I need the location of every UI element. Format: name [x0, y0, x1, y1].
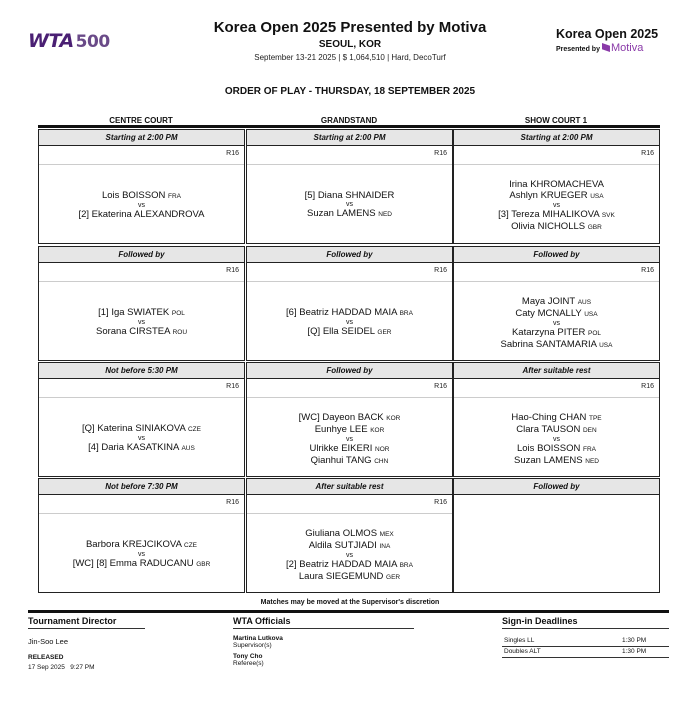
player-country: GBR [196, 561, 211, 568]
player-line [247, 308, 452, 320]
vs-label: vs [138, 435, 145, 442]
footer-rule [28, 610, 669, 613]
player-first-name: Eunhye [314, 423, 347, 435]
player-last-name: HADDAD MAIA [331, 306, 397, 318]
vs-label: vs [553, 320, 560, 327]
match-players [454, 297, 659, 351]
player-first-name: Katarzyna [511, 327, 555, 338]
director-name: Jin-Soo Lee [28, 637, 69, 646]
player-line [39, 210, 244, 221]
match-players [39, 540, 244, 571]
round-label: R16 [226, 499, 239, 506]
player-seed: [2] [78, 209, 90, 220]
player-last-name: SIEGEMUND [325, 570, 384, 582]
player-first-name: Beatriz [299, 306, 329, 318]
match-cell [453, 262, 660, 361]
player-last-name: SWIATEK [127, 306, 170, 318]
player-last-name: TANG [345, 454, 372, 466]
player-line [39, 308, 244, 320]
player-line [39, 540, 244, 552]
tournament-director-section [28, 616, 145, 671]
player-first-name: Caty [515, 307, 535, 319]
official-role: Supervisor(s) [233, 642, 272, 649]
player-country: GER [386, 573, 401, 581]
round-label: R16 [434, 267, 447, 274]
player-country: TPE [588, 415, 602, 422]
player-line [39, 424, 244, 436]
player-country: MEX [379, 531, 394, 538]
time-slot-bar: Followed by [453, 246, 660, 263]
vs-label: vs [138, 202, 145, 209]
player-country: FRA [583, 446, 596, 453]
player-first-name: Qianhui [310, 454, 344, 466]
signin-row: Doubles ALT 1:30 PM [504, 648, 647, 655]
round-label: R16 [641, 383, 654, 390]
wta-officials-section [233, 616, 414, 667]
signin-deadlines-section [502, 616, 669, 658]
round-label: R16 [226, 267, 239, 274]
round-divider [454, 164, 659, 165]
match-players [454, 413, 659, 467]
player-first-name: Sorana [95, 326, 127, 337]
court-name: CENTRE COURT [109, 116, 173, 125]
player-first-name: Emma [109, 558, 138, 569]
player-last-name: BOISSON [537, 443, 581, 454]
round-label: R16 [434, 150, 447, 157]
player-line [39, 327, 244, 339]
tournament-info: September 13-21 2025 | $ 1,064,510 | Hard, DecoTurf [254, 53, 446, 62]
match-cell [246, 378, 453, 477]
official-name: Tony Cho [233, 653, 263, 660]
round-divider [39, 513, 244, 514]
vs-label: vs [553, 436, 560, 443]
grid-top-rule [38, 125, 660, 128]
round-divider [247, 281, 452, 282]
vs-label: vs [138, 551, 145, 558]
round-divider [39, 281, 244, 282]
player-first-name: Ulrikke [309, 443, 339, 454]
player-seed: [WC] [8] [72, 558, 107, 569]
match-players [39, 191, 244, 221]
time-slot-bar: Starting at 2:00 PM [38, 129, 245, 146]
player-line [454, 309, 659, 321]
time-slot-bar: Starting at 2:00 PM [453, 129, 660, 146]
match-players [454, 180, 659, 233]
match-cell [38, 494, 245, 593]
player-first-name: Sabrina [500, 338, 534, 350]
time-slot-bar: Followed by [246, 362, 453, 379]
player-last-name: OLMOS [342, 528, 378, 539]
player-line [247, 191, 452, 202]
player-country: GBR [587, 223, 602, 231]
player-seed: [Q] [307, 326, 321, 337]
player-line [454, 340, 659, 352]
motiva-mark-icon [602, 43, 610, 52]
player-last-name: TAUSON [541, 423, 581, 435]
player-first-name: Olivia [511, 220, 535, 232]
korea-open-logo: Korea Open 2025 Presented by Motiva [556, 27, 659, 54]
player-last-name: CIRSTEA [129, 326, 170, 337]
order-of-play-title: ORDER OF PLAY - THURSDAY, 18 SEPTEMBER 2025 [224, 86, 476, 97]
tournament-city: SEOUL, KOR [318, 39, 382, 50]
player-last-name: RADUCANU [139, 558, 194, 569]
match-cell [38, 378, 245, 477]
player-first-name: Iga [111, 306, 125, 318]
player-last-name: SHNAIDER [345, 189, 395, 201]
match-players [247, 308, 452, 339]
director-heading: Tournament Director [28, 616, 117, 626]
vs-label: vs [346, 319, 353, 326]
player-first-name: Giuliana [305, 528, 341, 539]
player-first-name: Barbora [85, 538, 120, 550]
vs-label: vs [138, 319, 145, 326]
match-players [247, 529, 452, 583]
player-first-name: Diana [317, 189, 343, 201]
match-cell [38, 262, 245, 361]
player-country: AUS [577, 299, 592, 306]
player-country: CHN [374, 457, 389, 465]
player-last-name: LAMENS [336, 208, 376, 219]
player-last-name: SUTJIADI [334, 539, 377, 551]
player-line [247, 209, 452, 221]
vs-label: vs [346, 201, 353, 208]
match-cell [246, 145, 453, 244]
player-country: INA [379, 542, 391, 550]
player-last-name: SEIDEL [341, 326, 375, 337]
player-country: POL [588, 330, 602, 337]
player-first-name: Beatriz [299, 559, 329, 570]
player-line [247, 327, 452, 339]
round-divider [247, 513, 452, 514]
player-first-name: Lois [101, 189, 120, 201]
vs-label: vs [346, 436, 353, 443]
player-first-name: Suzan [513, 454, 541, 466]
match-cell [246, 494, 453, 593]
player-last-name: KRUEGER [540, 189, 588, 201]
player-seed: [5] [304, 189, 316, 201]
vs-label: vs [553, 202, 560, 209]
match-players [39, 424, 244, 455]
player-seed: [6] [286, 306, 297, 318]
player-line [39, 443, 244, 455]
player-line [454, 425, 659, 437]
round-label: R16 [641, 150, 654, 157]
player-first-name: Lois [516, 443, 535, 454]
player-country: NED [378, 211, 393, 218]
match-players [247, 191, 452, 221]
player-last-name: KHROMACHEVA [530, 179, 604, 190]
officials-heading: WTA Officials [233, 616, 291, 626]
player-first-name: Ashlyn [509, 189, 538, 201]
time-slot-bar: Followed by [246, 246, 453, 263]
player-seed: [Q] [82, 422, 95, 434]
round-label: R16 [434, 499, 447, 506]
player-first-name: Dayeon [322, 412, 356, 423]
player-last-name: BACK [357, 412, 384, 423]
match-cell [38, 145, 245, 244]
released-datetime: 17 Sep 2025 9:27 PM [28, 664, 95, 671]
player-country: DEN [582, 426, 597, 434]
player-first-name: Ekaterina [91, 209, 132, 220]
player-country: SVK [601, 212, 615, 219]
court-name: GRANDSTAND [320, 116, 378, 125]
time-slot-bar: After suitable rest [453, 362, 660, 379]
time-slot-bar: Followed by [38, 246, 245, 263]
disclaimer-note: Matches may be moved at the Supervisor's discretion [260, 599, 440, 606]
player-line [247, 572, 452, 584]
time-slot-bar: After suitable rest [246, 478, 453, 495]
player-line [39, 559, 244, 571]
match-cell [453, 145, 660, 244]
player-first-name: Aldila [308, 539, 332, 551]
player-country: CZE [187, 425, 201, 433]
player-last-name: BOISSON [122, 189, 166, 201]
match-cell [453, 494, 660, 593]
round-divider [39, 164, 244, 165]
official-role: Referee(s) [233, 660, 264, 667]
match-cell [246, 262, 453, 361]
player-line [454, 191, 659, 203]
tournament-title: Korea Open 2025 Presented by Motiva [213, 19, 487, 36]
player-line [247, 456, 452, 468]
player-first-name: Hao-Ching [511, 412, 557, 423]
match-players [247, 413, 452, 467]
player-country: GER [377, 329, 392, 336]
player-last-name: MCNALLY [537, 307, 582, 319]
player-last-name: JOINT [547, 296, 576, 307]
signin-heading: Sign-in Deadlines [502, 616, 578, 626]
player-first-name: Maya [521, 296, 546, 307]
player-last-name: NICHOLLS [537, 220, 586, 232]
player-seed: [3] [498, 209, 509, 220]
time-slot-bar: Followed by [453, 478, 660, 495]
player-country: AUS [181, 445, 195, 452]
match-players [39, 308, 244, 339]
player-country: FRA [168, 192, 181, 200]
round-divider [39, 397, 244, 398]
player-first-name: Tereza [511, 209, 540, 220]
player-country: KOR [386, 415, 401, 422]
player-line [39, 191, 244, 203]
round-label: R16 [641, 267, 654, 274]
player-last-name: ALEXANDROVA [133, 209, 205, 220]
player-last-name: EIKERI [341, 443, 373, 454]
player-last-name: KASATKINA [126, 442, 179, 453]
round-divider [454, 281, 659, 282]
player-first-name: Irina [509, 179, 528, 190]
player-last-name: SANTAMARIA [535, 338, 597, 350]
player-seed: [1] [98, 306, 109, 318]
player-seed: [4] [88, 442, 99, 453]
player-country: CZE [184, 541, 198, 549]
player-seed: [WC] [298, 412, 320, 423]
player-last-name: MIHALIKOVA [542, 209, 600, 220]
player-country: USA [584, 310, 598, 318]
player-country: ROU [172, 329, 188, 336]
released-label: RELEASED [28, 654, 64, 661]
time-slot-bar: Starting at 2:00 PM [246, 129, 453, 146]
player-country: USA [590, 192, 604, 200]
vs-label: vs [346, 552, 353, 559]
player-first-name: Laura [298, 570, 324, 582]
court-name: SHOW COURT 1 [524, 116, 588, 125]
player-first-name: Ella [322, 326, 339, 337]
player-country: USA [599, 341, 613, 349]
player-first-name: Suzan [306, 208, 334, 219]
player-last-name: KREJCIKOVA [122, 538, 182, 550]
player-last-name: PITER [557, 327, 586, 338]
round-divider [247, 164, 452, 165]
player-country: POL [171, 309, 185, 317]
player-line [247, 541, 452, 553]
player-last-name: LAMENS [543, 454, 583, 466]
round-label: R16 [434, 383, 447, 390]
player-first-name: Clara [516, 423, 539, 435]
player-line [454, 222, 659, 234]
player-first-name: Katerina [97, 422, 133, 434]
round-divider [247, 397, 452, 398]
time-slot-bar: Not before 5:30 PM [38, 362, 245, 379]
player-seed: [2] [286, 559, 297, 570]
player-first-name: Daria [101, 442, 125, 453]
time-slot-bar: Not before 7:30 PM [38, 478, 245, 495]
player-country: BRA [399, 562, 413, 569]
player-line [454, 456, 659, 468]
player-last-name: CHAN [559, 412, 587, 423]
round-label: R16 [226, 150, 239, 157]
player-last-name: SINIAKOVA [135, 422, 186, 434]
player-country: BRA [399, 309, 413, 317]
official-name: Martina Lutkova [233, 635, 283, 642]
player-line [247, 425, 452, 437]
signin-row: Singles LL 1:30 PM [504, 637, 647, 644]
player-last-name: LEE [349, 423, 368, 435]
round-label: R16 [226, 383, 239, 390]
player-country: KOR [370, 426, 385, 434]
match-cell [453, 378, 660, 477]
player-last-name: HADDAD MAIA [331, 559, 397, 570]
player-country: NOR [375, 446, 390, 453]
player-country: NED [585, 457, 600, 465]
wta-500-logo: WTA 500 [28, 30, 110, 52]
round-divider [454, 397, 659, 398]
